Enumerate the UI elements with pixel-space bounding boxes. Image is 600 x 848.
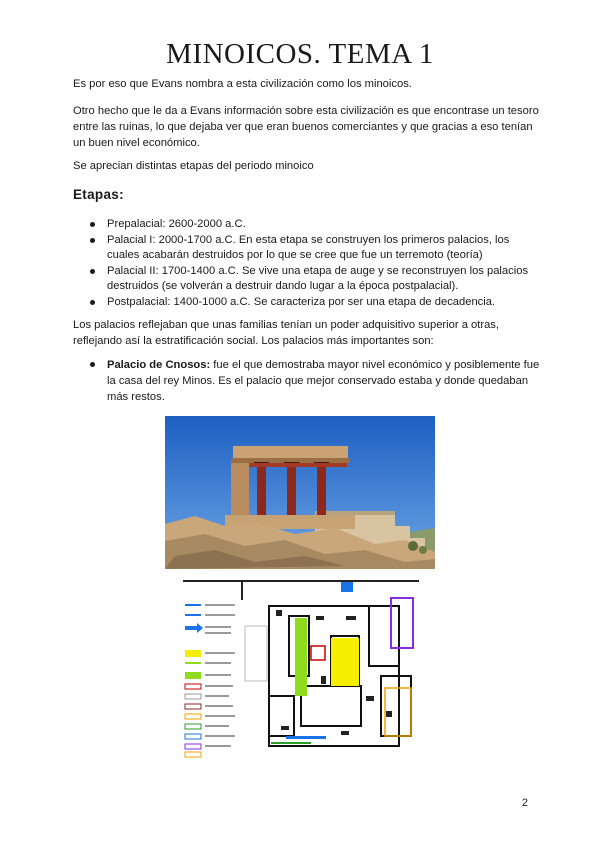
paragraph-tesoro: Otro hecho que le da a Evans información sobre esta civilización es que encontrase un tesoro entre las ruinas, lo que dejaba ver que eran buenos comerciantes y que gracias a eso tenían un buen nivel económico. bbox=[73, 105, 539, 149]
paragraph-etapas-intro: Se aprecian distintas etapas del periodo minoico bbox=[73, 160, 314, 172]
page-number: 2 bbox=[521, 797, 528, 809]
palacio-description: fue el que demostraba mayor nivel económico y posiblemente fue la casa del rey Minos. Es el palacio que mejor conservado estaba y donde quedaban más restos. bbox=[107, 359, 540, 403]
list-item: Prepalacial: 2600-2000 a.C. bbox=[73, 217, 543, 233]
bullet-icon bbox=[90, 362, 95, 367]
knossos-photo-illustration bbox=[165, 416, 435, 569]
bullet-icon bbox=[90, 222, 95, 227]
list-item: Palacial I: 2000-1700 a.C. En esta etapa se construyen los primeros palacios, los cuales acabarán destruidos por lo que se cree que fue un terremoto (teoría) bbox=[73, 233, 543, 264]
palace-floor-plan bbox=[181, 576, 421, 758]
list-item bbox=[73, 357, 543, 405]
knossos-photo bbox=[165, 416, 435, 569]
etapas-list bbox=[73, 217, 543, 310]
section-heading-etapas: Etapas: bbox=[73, 187, 124, 202]
palace-floor-plan-illustration bbox=[181, 576, 421, 758]
page-title: MINOICOS. TEMA 1 bbox=[166, 38, 434, 70]
palacios-list bbox=[73, 357, 543, 405]
bullet-icon bbox=[90, 300, 95, 305]
bullet-icon bbox=[90, 238, 95, 243]
palacio-name: Palacio de Cnosos: bbox=[107, 359, 211, 371]
bullet-icon bbox=[90, 269, 95, 274]
list-item: Postpalacial: 1400-1000 a.C. Se caracteriza por ser una etapa de decadencia. bbox=[73, 295, 543, 311]
list-item: Palacial II: 1700-1400 a.C. Se vive una etapa de auge y se reconstruyen los palacios destruidos (se volverán a destruir dando lugar a la época postpalacial). bbox=[73, 264, 543, 295]
paragraph-palacios: Los palacios reflejaban que unas familias tenían un poder adquisitivo superior a otras, reflejando así la estratificación social. Los palacios más importantes son: bbox=[73, 319, 500, 347]
paragraph-evans: Es por eso que Evans nombra a esta civilización como los minoicos. bbox=[73, 78, 412, 90]
